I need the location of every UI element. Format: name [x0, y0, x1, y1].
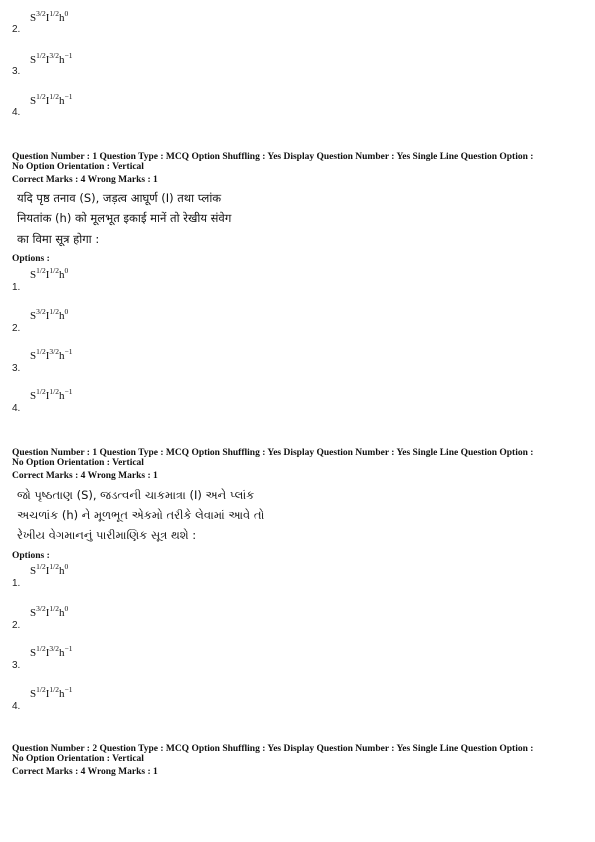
- option-expression: $S^{3/2}I^{1/2}h^0$: [30, 9, 69, 24]
- option-number: 4.: [12, 107, 21, 118]
- option-expression: $S^{1/2}I^{3/2}h^{-1}$: [30, 347, 73, 362]
- option-expression: $S^{3/2}I^{1/2}h^0$: [30, 604, 69, 619]
- option-number: 3.: [12, 363, 21, 374]
- option-number: 3.: [12, 66, 21, 77]
- question-text-line: का विमा सूत्र होगा :: [17, 232, 100, 246]
- question-meta-line: Question Number : 1 Question Type : MCQ Option Shuffling : Yes Display Question Number : Yes Single Line Question Option :: [12, 152, 534, 162]
- option-expression: $S^{1/2}I^{1/2}h^{-1}$: [30, 387, 73, 402]
- option-number: 2.: [12, 24, 21, 35]
- option-number: 2.: [12, 323, 21, 334]
- question-text-line: જો પૃષ્ઠતાણ (S), જડત્વની ચાકમાત્રા (I) અને પ્લાંક: [17, 488, 255, 502]
- option-expression: $S^{1/2}I^{1/2}h^{-1}$: [30, 92, 73, 107]
- question-text-line: यदि पृष्ठ तनाव (S), जड़त्व आघूर्ण (I) तथा प्लांक: [17, 191, 222, 205]
- question-text-line: અચળાંક (h) ને મૂળભૂત એકમો તરીકે લેવામાં આવે તો: [17, 508, 265, 522]
- option-number: 1.: [12, 578, 21, 589]
- option-orientation-line: No Option Orientation : Vertical: [12, 754, 144, 764]
- question-meta-line: Question Number : 1 Question Type : MCQ Option Shuffling : Yes Display Question Number : Yes Single Line Question Option :: [12, 448, 534, 458]
- option-expression: $S^{1/2}I^{3/2}h^{-1}$: [30, 644, 73, 659]
- marks-line: Correct Marks : 4 Wrong Marks : 1: [12, 767, 158, 777]
- question-meta-line: Question Number : 2 Question Type : MCQ Option Shuffling : Yes Display Question Number : Yes Single Line Question Option :: [12, 744, 534, 754]
- question-text-line: રેખીય વેગમાનનું પારીમાણિક સૂત્ર થશે :: [17, 528, 197, 542]
- option-expression: $S^{1/2}I^{1/2}h^0$: [30, 266, 69, 281]
- option-number: 3.: [12, 660, 21, 671]
- option-expression: $S^{1/2}I^{3/2}h^{-1}$: [30, 51, 73, 66]
- marks-line: Correct Marks : 4 Wrong Marks : 1: [12, 175, 158, 185]
- option-orientation-line: No Option Orientation : Vertical: [12, 162, 144, 172]
- option-expression: $S^{3/2}I^{1/2}h^0$: [30, 307, 69, 322]
- option-expression: $S^{1/2}I^{1/2}h^{-1}$: [30, 685, 73, 700]
- option-number: 1.: [12, 282, 21, 293]
- option-number: 4.: [12, 701, 21, 712]
- question-text-line: नियतांक (h) को मूलभूत इकाई मानें तो रेखीय संवेग: [17, 211, 232, 225]
- option-number: 2.: [12, 620, 21, 631]
- option-orientation-line: No Option Orientation : Vertical: [12, 458, 144, 468]
- options-heading: Options :: [12, 254, 50, 264]
- option-number: 4.: [12, 403, 21, 414]
- option-expression: $S^{1/2}I^{1/2}h^0$: [30, 562, 69, 577]
- options-heading: Options :: [12, 551, 50, 561]
- marks-line: Correct Marks : 4 Wrong Marks : 1: [12, 471, 158, 481]
